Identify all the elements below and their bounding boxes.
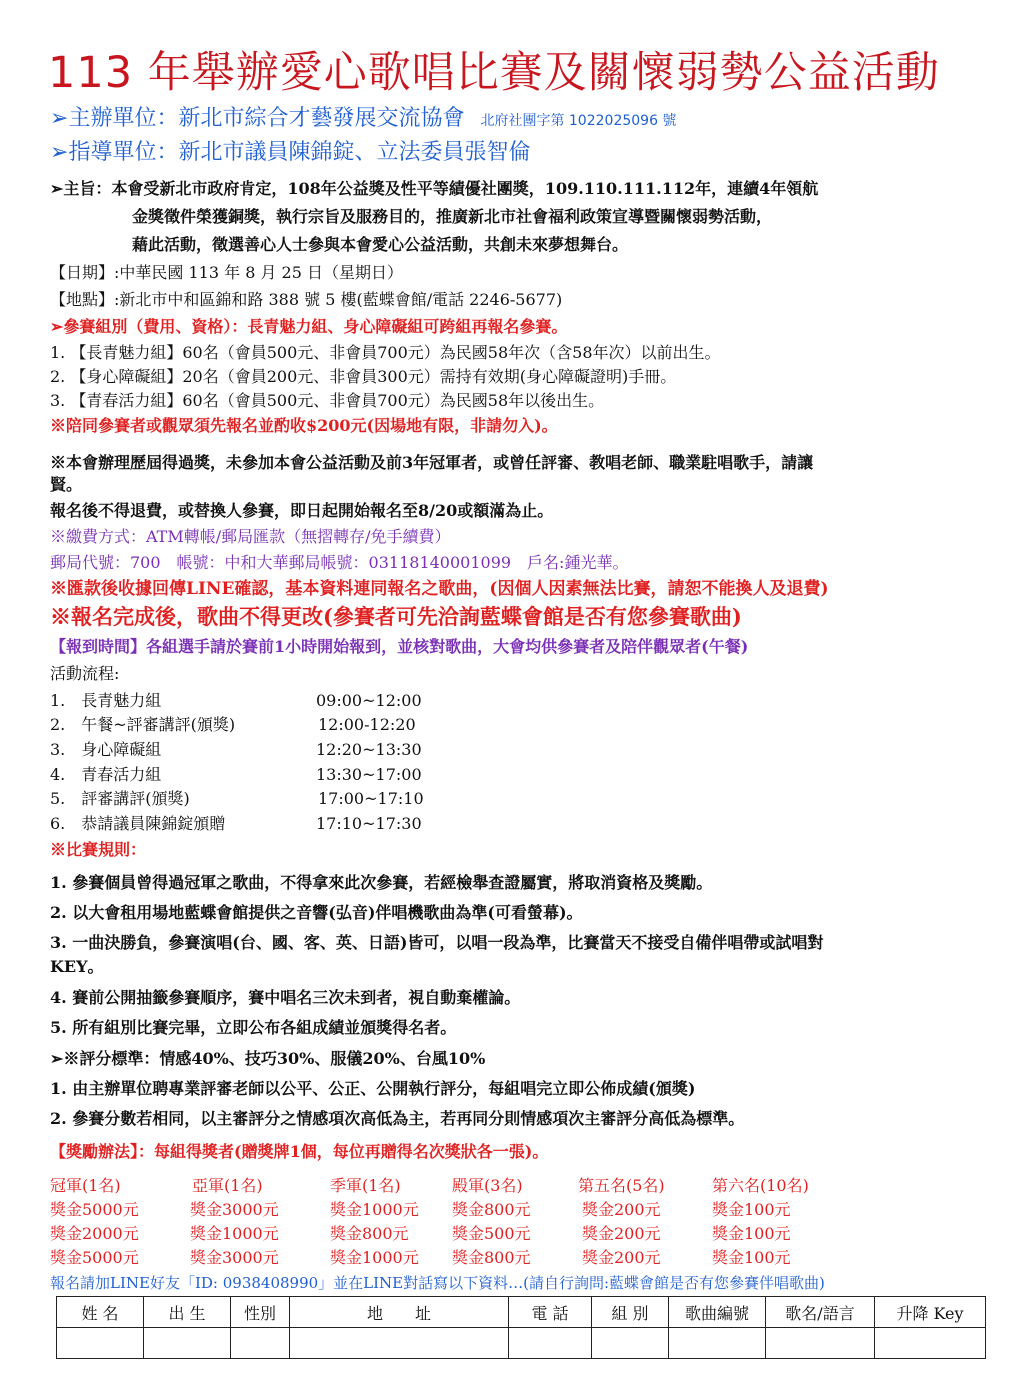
prize-amount: 獎金5000元 (50, 1248, 139, 1267)
purpose-line: 金獎徵件榮獲銅獎，執行宗旨及服務目的，推廣新北市社會福利政策宣導暨關懷弱勢活動， (132, 207, 773, 226)
schedule-item-time: 09:00~12:00 (316, 691, 422, 710)
prize-amount: 獎金1000元 (330, 1200, 419, 1219)
organizer-label: 主辦單位：新北市綜合才藝發展交流協會 (68, 106, 465, 131)
companion-note: ※陪同參賽者或觀眾須先報名並酌收$200元(因場地有限，非請勿入)。 (50, 416, 558, 435)
schedule-item-time: 12:20~13:30 (316, 740, 422, 759)
form-header-key: 升降 Key (875, 1297, 986, 1328)
arrow-icon: ➢ (50, 106, 69, 131)
form-header-phone: 電 話 (509, 1297, 592, 1328)
venue-line: 【地點】:新北市中和區錦和路 388 號 5 樓(藍蝶會館/電話 2246-5677) (50, 290, 563, 309)
arrow-icon: ➢ (50, 140, 69, 165)
form-header-group: 組 別 (592, 1297, 669, 1328)
checkin-note: 【報到時間】各組選手請於賽前1小時開始報到，並核對歌曲，大會均供參賽者及陪伴觀眾者(午餐) (50, 637, 749, 656)
prize-rank: 季軍(1名) (330, 1176, 401, 1195)
form-cell-song-no[interactable] (669, 1328, 766, 1359)
advisor-label: 指導單位：新北市議員陳錦錠、立法委員張智倫 (68, 140, 531, 165)
form-header-song-lang: 歌名/語言 (766, 1297, 875, 1328)
schedule-item-time: 12:00-12:20 (318, 715, 416, 734)
prize-amount: 獎金800元 (330, 1224, 409, 1243)
form-header-gender: 性別 (231, 1297, 290, 1328)
form-header-name: 姓 名 (57, 1297, 144, 1328)
group-item: 3. 【青春活力組】60名（會員500元、非會員700元）為民國58年以後出生。 (50, 391, 605, 410)
form-cell-address[interactable] (290, 1328, 509, 1359)
purpose-line: 藉此活動，徵選善心人士參與本會愛心公益活動，共創未來夢想舞台。 (132, 235, 629, 254)
prize-amount: 獎金100元 (712, 1200, 791, 1219)
rule-item: 2. 以大會租用場地藍蝶會館提供之音響(弘音)伴唱機歌曲為準(可看螢幕)。 (50, 903, 583, 922)
schedule-item-label: 1. 長青魅力組 (50, 691, 162, 710)
prize-amount: 獎金200元 (582, 1200, 661, 1219)
bank-info: 郵局代號：700 帳號：中和大華郵局帳號：03118140001099 戶名:鍾光華。 (50, 553, 629, 572)
form-cell-key[interactable] (875, 1328, 986, 1359)
scoring-item: 2. 參賽分數若相同，以主審評分之情感項次高低為主，若再同分則情感項次主審評分高低為標準。 (50, 1109, 745, 1128)
prize-amount: 獎金800元 (452, 1248, 531, 1267)
registration-form (56, 1296, 986, 1359)
prize-amount: 獎金200元 (582, 1248, 661, 1267)
rule-item: KEY。 (50, 957, 104, 976)
scoring-heading: ➢※評分標準：情感40%、技巧30%、服儀20%、台風10% (50, 1049, 486, 1068)
prize-rank: 冠軍(1名) (50, 1176, 121, 1195)
prize-amount: 獎金1000元 (190, 1224, 279, 1243)
form-cell-phone[interactable] (509, 1328, 592, 1359)
prize-rank: 殿軍(3名) (452, 1176, 523, 1195)
song-note: ※報名完成後，歌曲不得更改(參賽者可先洽詢藍蝶會館是否有您參賽歌曲) (50, 604, 742, 629)
prize-rank: 第五名(5名) (578, 1176, 665, 1195)
prize-amount: 獎金3000元 (190, 1200, 279, 1219)
schedule-item-time: 17:10~17:30 (316, 814, 422, 833)
form-header-row (57, 1297, 986, 1328)
schedule-item-label: 2. 午餐~評審講評(頒獎) (50, 715, 236, 734)
form-cell-birth[interactable] (144, 1328, 231, 1359)
prize-amount: 獎金3000元 (190, 1248, 279, 1267)
prize-amount: 獎金2000元 (50, 1224, 139, 1243)
page-title: 113 年舉辦愛心歌唱比賽及關懷弱勢公益活動 (48, 48, 940, 98)
form-cell-group[interactable] (592, 1328, 669, 1359)
prize-amount: 獎金5000元 (50, 1200, 139, 1219)
prize-amount: 獎金100元 (712, 1248, 791, 1267)
form-entry-row[interactable] (57, 1328, 986, 1359)
schedule-item-time: 17:00~17:10 (318, 789, 424, 808)
eligibility-line: 賢。 (50, 475, 83, 494)
refund-note: 報名後不得退費，或替換人參賽，即日起開始報名至8/20或額滿為止。 (50, 501, 554, 520)
form-cell-name[interactable] (57, 1328, 144, 1359)
form-header-address: 地 址 (290, 1297, 509, 1328)
line-note: 報名請加LINE好友「ID: 0938408990」並在LINE對話寫以下資料…(請自行詢問:藍蝶會館是否有您參賽伴唱歌曲) (50, 1274, 825, 1292)
group-item: 2. 【身心障礙組】20名（會員200元、非會員300元）需持有效期(身心障礙證明)手冊。 (50, 367, 677, 386)
prize-amount: 獎金800元 (452, 1200, 531, 1219)
organizer-reg-no: 北府社團字第 1022025096 號 (480, 113, 677, 129)
rule-item: 1. 參賽個員曾得過冠軍之歌曲，不得拿來此次參賽，若經檢舉查證屬實，將取消資格及獎勵。 (50, 873, 713, 892)
organizer-line (50, 104, 676, 136)
remit-note: ※匯款後收據回傳LINE確認，基本資料連同報名之歌曲，(因個人因素無法比賽，請恕不能換人及退費) (50, 579, 829, 599)
schedule-item-label: 3. 身心障礙組 (50, 740, 162, 759)
prize-rank: 第六名(10名) (712, 1176, 809, 1195)
form-header-birth: 出 生 (144, 1297, 231, 1328)
prize-rank: 亞軍(1名) (192, 1176, 263, 1195)
prize-amount: 獎金1000元 (330, 1248, 419, 1267)
form-cell-gender[interactable] (231, 1328, 290, 1359)
rule-item: 3. 一曲決勝負，參賽演唱(台、國、客、英、日語)皆可，以唱一段為準，比賽當天不接受自備伴唱帶或試唱對 (50, 933, 824, 952)
scoring-item: 1. 由主辦單位聘專業評審老師以公平、公正、公開執行評分，每組唱完立即公佈成績(頒獎) (50, 1079, 696, 1098)
schedule-heading: 活動流程: (50, 664, 120, 683)
prize-amount: 獎金500元 (452, 1224, 531, 1243)
date-line: 【日期】:中華民國 113 年 8 月 25 日（星期日） (50, 263, 403, 282)
payment-method: ※繳費方式：ATM轉帳/郵局匯款（無摺轉存/免手續費） (50, 527, 451, 546)
schedule-item-label: 5. 評審講評(頒獎) (50, 789, 190, 808)
advisor-line (50, 138, 530, 168)
prize-amount: 獎金200元 (582, 1224, 661, 1243)
groups-heading: ➢參賽組別（費用、資格）：長青魅力組、身心障礙組可跨組再報名參賽。 (50, 317, 568, 336)
purpose-line: ➢主旨：本會受新北市政府肯定，108年公益獎及性平等績優社團獎，109.110.111.112年，連續4年領航 (50, 179, 819, 198)
award-heading: 【獎勵辦法】：每組得獎者(贈獎牌1個，每位再贈得名次獎狀各一張)。 (50, 1142, 549, 1161)
rule-item: 4. 賽前公開抽籤參賽順序，賽中唱名三次未到者，視自動棄權論。 (50, 988, 521, 1007)
prize-amount: 獎金100元 (712, 1224, 791, 1243)
rule-item: 5. 所有組別比賽完畢，立即公布各組成績並頒獎得名者。 (50, 1018, 457, 1037)
schedule-item-time: 13:30~17:00 (316, 765, 422, 784)
form-cell-song-lang[interactable] (766, 1328, 875, 1359)
group-item: 1. 【長青魅力組】60名（會員500元、非會員700元）為民國58年次（含58年次）以前出生。 (50, 343, 721, 362)
eligibility-line: ※本會辦理歷屆得過獎，未參加本會公益活動及前3年冠軍者，或曾任評審、教唱老師、職業駐唱歌手，請讓 (50, 453, 814, 472)
schedule-item-label: 4. 青春活力組 (50, 765, 162, 784)
schedule-item-label: 6. 恭請議員陳錦錠頒贈 (50, 814, 226, 833)
form-header-song-no: 歌曲編號 (669, 1297, 766, 1328)
rules-heading: ※比賽規則： (50, 840, 147, 859)
